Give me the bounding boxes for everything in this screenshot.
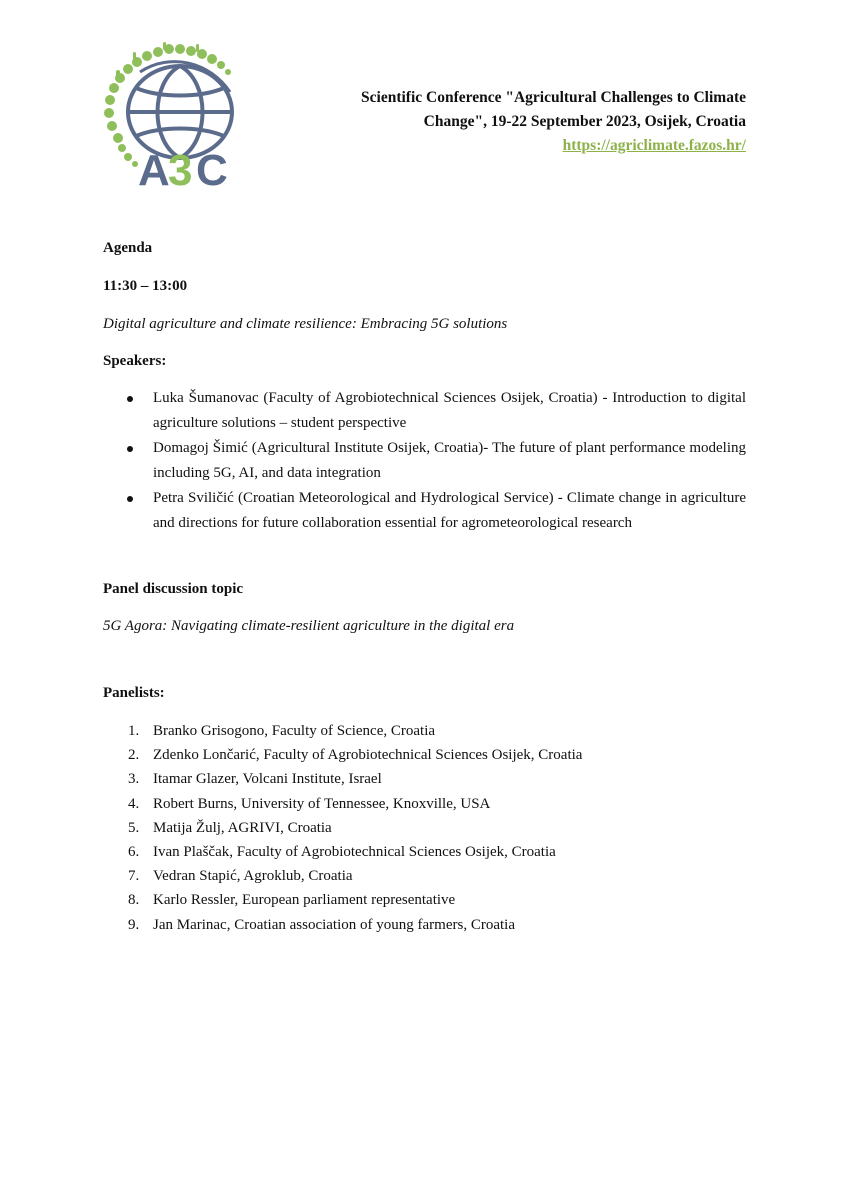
bullet-icon <box>127 396 133 402</box>
panelist-text: Robert Burns, University of Tennessee, Knoxville, USA <box>153 795 491 812</box>
a3c-logo <box>100 42 246 192</box>
item-number: 2. <box>128 747 140 764</box>
item-number: 8. <box>128 892 140 909</box>
panelists-list <box>103 719 746 937</box>
agenda-content <box>103 238 746 937</box>
speaker-text: Luka Šumanovac (Faculty of Agrobiotechnical Sciences Osijek, Croatia) - Introduction to digital agriculture solutions – student perspective <box>153 390 746 431</box>
svg-text:A: A <box>138 146 170 192</box>
item-number: 6. <box>128 844 140 861</box>
item-number: 9. <box>128 916 140 933</box>
speaker-text: Petra Sviličić (Croatian Meteorological and Hydrological Service) - Climate change in agriculture and directions for future collaboration essential for agrometeorological research <box>153 490 746 531</box>
conference-title-line2: Change", 19-22 September 2023, Osijek, Croatia <box>423 113 746 130</box>
item-number: 5. <box>128 819 140 836</box>
bullet-icon <box>127 496 133 502</box>
session-title: Digital agriculture and climate resilience: Embracing 5G solutions <box>103 316 508 332</box>
item-number: 3. <box>128 771 140 788</box>
list-item <box>103 486 746 535</box>
panelist-text: Karlo Ressler, European parliament representative <box>153 892 456 909</box>
list-item <box>103 816 746 840</box>
list-item <box>103 840 746 864</box>
conference-header <box>276 86 746 158</box>
panelist-text: Branko Grisogono, Faculty of Science, Croatia <box>153 723 436 739</box>
conference-website-link[interactable]: https://agriclimate.fazos.hr/ <box>562 137 746 154</box>
panelist-text: Vedran Stapić, Agroklub, Croatia <box>153 868 353 885</box>
panelists-heading: Panelists: <box>103 685 165 701</box>
speakers-heading: Speakers: <box>103 353 167 369</box>
panel-topic: 5G Agora: Navigating climate-resilient agriculture in the digital era <box>103 618 515 634</box>
list-item <box>103 743 746 767</box>
panelist-text: Zdenko Lončarić, Faculty of Agrobiotechnical Sciences Osijek, Croatia <box>153 747 583 764</box>
list-item <box>103 864 746 888</box>
list-item <box>103 888 746 912</box>
list-item <box>103 719 746 743</box>
item-number: 4. <box>128 795 140 812</box>
list-item <box>103 767 746 791</box>
panelist-text: Jan Marinac, Croatian association of young farmers, Croatia <box>153 916 515 933</box>
panelist-text: Ivan Plaščak, Faculty of Agrobiotechnical Sciences Osijek, Croatia <box>153 844 556 861</box>
speaker-text: Domagoj Šimić (Agricultural Institute Osijek, Croatia)- The future of plant performance modeling including 5G, AI, and data integration <box>153 440 746 481</box>
panelist-text: Itamar Glazer, Volcani Institute, Israel <box>153 771 382 788</box>
list-item <box>103 913 746 937</box>
svg-text:C: C <box>196 146 228 192</box>
conference-title-line1: Scientific Conference "Agricultural Challenges to Climate <box>361 89 746 106</box>
bullet-icon <box>127 446 133 452</box>
agenda-time: 11:30 – 13:00 <box>103 278 188 294</box>
list-item <box>103 436 746 485</box>
svg-text:3: 3 <box>168 146 193 192</box>
agenda-heading: Agenda <box>103 240 153 256</box>
item-number: 1. <box>128 723 140 739</box>
list-item <box>103 386 746 435</box>
list-item <box>103 792 746 816</box>
item-number: 7. <box>128 868 140 885</box>
speakers-list <box>103 386 746 535</box>
panelist-text: Matija Žulj, AGRIVI, Croatia <box>153 819 332 836</box>
panel-heading: Panel discussion topic <box>103 581 244 597</box>
globe-leaf-logo-icon <box>100 42 246 192</box>
